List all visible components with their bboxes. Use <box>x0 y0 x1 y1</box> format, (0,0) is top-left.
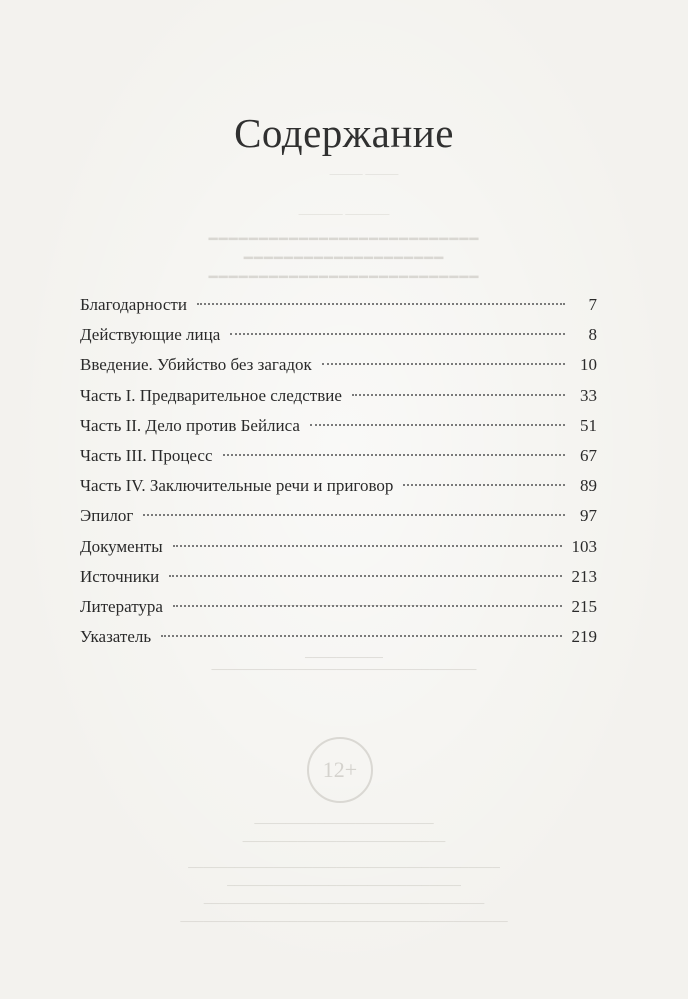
toc-entry-page: 103 <box>571 536 597 556</box>
toc-leader-dots <box>173 545 562 547</box>
toc-leader-dots <box>223 454 566 456</box>
toc-entry-page: 67 <box>580 445 597 465</box>
show-through-colophon: ─────────────────────── ────────────────────────── ──────────────────────────────────────── ────────────────────────────── ──────────────────────────────────── ────────────────────────────────────────── <box>180 818 508 928</box>
toc-entry-page: 89 <box>580 476 597 496</box>
toc-leader-dots <box>161 635 561 637</box>
table-of-contents <box>80 290 597 652</box>
toc-entry-label: Указатель <box>80 627 152 647</box>
toc-entry[interactable] <box>80 501 597 531</box>
toc-entry-page: 215 <box>571 596 597 616</box>
toc-entry-label: Часть I. Предварительное следствие <box>80 385 342 405</box>
toc-leader-dots <box>230 333 565 335</box>
show-through-text: ——— ——— ———— ———— ━━━━━━━━━━━━━━━━━━━━━━━━━━━ ━━━━━━━━━━━━━━━━━━━━ ━━━━━━━━━━━━━━━━━━━━━━━━━━━ <box>208 168 480 286</box>
toc-entry-label: Источники <box>80 566 160 586</box>
toc-leader-dots <box>403 484 565 486</box>
toc-entry-page: 33 <box>580 385 597 405</box>
toc-entry[interactable] <box>80 532 597 562</box>
toc-entry[interactable] <box>80 411 597 441</box>
toc-entry-page: 51 <box>580 415 597 435</box>
toc-leader-dots <box>173 605 562 607</box>
toc-entry-label: Эпилог <box>80 506 134 526</box>
toc-leader-dots <box>322 363 565 365</box>
toc-entry[interactable] <box>80 471 597 501</box>
toc-entry-label: Часть III. Процесс <box>80 445 213 465</box>
age-rating-badge: 12+ <box>307 737 373 803</box>
toc-leader-dots <box>352 394 565 396</box>
toc-entry[interactable] <box>80 320 597 350</box>
toc-entry-label: Введение. Убийство без загадок <box>80 355 312 375</box>
toc-entry-label: Литература <box>80 596 163 616</box>
toc-entry-label: Часть II. Дело против Бейлиса <box>80 415 300 435</box>
page-title: Содержание <box>234 110 454 157</box>
toc-entry-page: 7 <box>588 295 597 314</box>
toc-entry-label: Действующие лица <box>80 325 221 345</box>
toc-leader-dots <box>143 514 565 516</box>
toc-entry-page: 10 <box>580 355 597 375</box>
toc-entry[interactable] <box>80 350 597 380</box>
toc-entry-label: Документы <box>80 536 163 556</box>
toc-entry-page: 213 <box>571 566 597 586</box>
toc-entry-page: 219 <box>571 627 597 647</box>
toc-leader-dots <box>169 575 561 577</box>
toc-entry[interactable] <box>80 381 597 411</box>
toc-entry[interactable] <box>80 622 597 652</box>
toc-leader-dots <box>310 424 565 426</box>
toc-entry-label: Часть IV. Заключительные речи и приговор <box>80 476 394 496</box>
show-through-imprint: ────────────────────── ────────── ────────────────────────────────── <box>211 600 477 676</box>
toc-entry-page: 8 <box>588 325 597 345</box>
toc-entry[interactable] <box>80 290 597 320</box>
toc-entry-page: 97 <box>580 506 597 526</box>
toc-entry[interactable] <box>80 592 597 622</box>
toc-entry[interactable] <box>80 441 597 471</box>
toc-leader-dots <box>197 303 565 305</box>
toc-entry[interactable] <box>80 562 597 592</box>
toc-entry-label: Благодарности <box>80 295 187 314</box>
